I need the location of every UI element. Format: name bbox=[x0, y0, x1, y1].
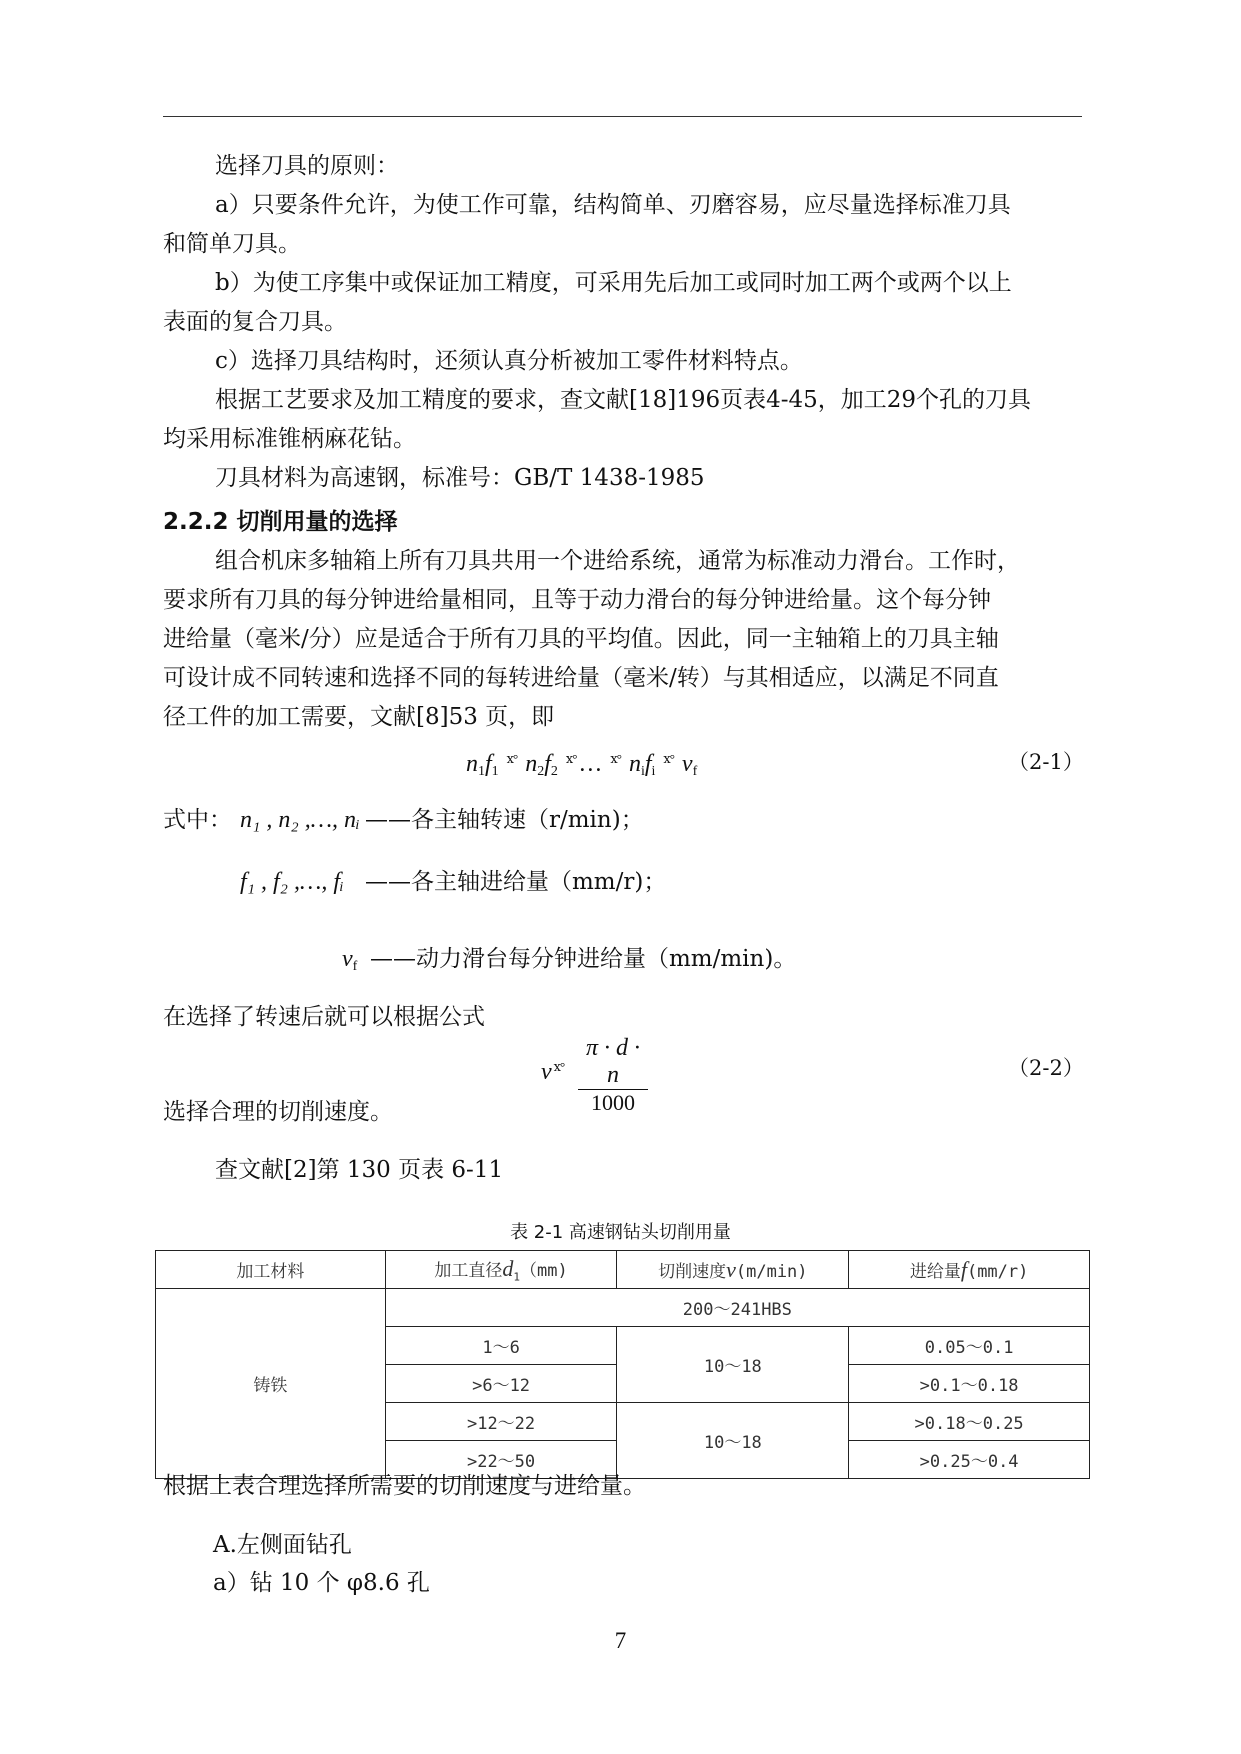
page-number: 7 bbox=[614, 1628, 627, 1653]
speed-cell: 10～18 bbox=[617, 1327, 849, 1403]
header-rule bbox=[163, 116, 1082, 117]
feed-cell: 0.05～0.1 bbox=[849, 1327, 1090, 1365]
subsection-title: A.左侧面钻孔 bbox=[213, 1532, 352, 1558]
vf-symbol: $v_f$ bbox=[342, 946, 358, 974]
f-symbols: f₁ , f₂ ,…, fᵢ bbox=[240, 869, 344, 895]
equation-2-1: $n_1f_1$ $^{ⅹ^\circ}$ $n_2f_2$ $^{ⅹ^\circ}$… $^{ⅹ^\circ}$ $n_if_i$ $^{ⅹ^\circ}$ $v_f$ bbox=[466, 751, 698, 779]
speed-cell: 10～18 bbox=[617, 1403, 849, 1479]
header-feed: 进给量f(mm/r) bbox=[849, 1251, 1090, 1289]
feed-para-line5: 径工件的加工需要，文献[8]53 页，即 bbox=[163, 704, 555, 730]
table-row bbox=[156, 1289, 1090, 1327]
feed-cell: >0.25～0.4 bbox=[849, 1441, 1090, 1479]
tool-selection-line1: 根据工艺要求及加工精度的要求，查文献[18]196页表4-45，加工29个孔的刀具 bbox=[215, 387, 1032, 413]
lookup-reference: 查文献[2]第 130 页表 6-11 bbox=[215, 1157, 504, 1183]
n-definition: ——各主轴转速（r/min)； bbox=[365, 807, 644, 833]
cutting-parameters-table bbox=[155, 1250, 1090, 1479]
header-material: 加工材料 bbox=[156, 1251, 386, 1289]
tool-material: 刀具材料为高速钢，标准号：GB/T 1438-1985 bbox=[215, 465, 705, 491]
principle-b-line1: b）为使工序集中或保证加工精度，可采用先后加工或同时加工两个或两个以上 bbox=[215, 270, 1012, 296]
tool-selection-line2: 均采用标准锥柄麻花钻。 bbox=[163, 426, 416, 452]
diameter-cell: >6～12 bbox=[385, 1365, 617, 1403]
principle-a-line2: 和简单刀具。 bbox=[163, 231, 301, 257]
feed-para-line2: 要求所有刀具的每分钟进给量相同，且等于动力滑台的每分钟进给量。这个每分钟 bbox=[163, 587, 991, 613]
feed-para-line1: 组合机床多轴箱上所有刀具共用一个进给系统，通常为标准动力滑台。工作时， bbox=[215, 548, 1020, 574]
section-heading: 2.2.2 切削用量的选择 bbox=[163, 509, 398, 535]
formula-intro: 在选择了转速后就可以根据公式 bbox=[163, 1004, 485, 1030]
feed-para-line3: 进给量（毫米/分）应是适合于所有刀具的平均值。因此，同一主轴箱上的刀具主轴 bbox=[163, 626, 999, 652]
table-caption: 表 2-1 高速钢钻头切削用量 bbox=[510, 1222, 731, 1243]
vf-definition: ——动力滑台每分钟进给量（mm/min)。 bbox=[370, 946, 797, 972]
hardness-cell: 200～241HBS bbox=[385, 1289, 1089, 1327]
table-header-row bbox=[156, 1251, 1090, 1289]
diameter-cell: 1～6 bbox=[385, 1327, 617, 1365]
fraction-denominator: 1000 bbox=[591, 1090, 635, 1115]
tool-principles-title: 选择刀具的原则： bbox=[215, 153, 399, 179]
material-cell: 铸铁 bbox=[156, 1289, 386, 1479]
principle-b-line2: 表面的复合刀具。 bbox=[163, 309, 347, 335]
feed-cell: >0.18～0.25 bbox=[849, 1403, 1090, 1441]
where-prefix: 式中： bbox=[163, 807, 232, 833]
equation-2-2-lhs: v $^{ⅹ^\circ}$ bbox=[541, 1059, 565, 1085]
diameter-cell: >22～50 bbox=[385, 1441, 617, 1479]
f-definition: ——各主轴进给量（mm/r)； bbox=[365, 869, 667, 895]
equation-2-2-number: （2-2） bbox=[1008, 1056, 1084, 1080]
header-speed: 切削速度v(m/min) bbox=[617, 1251, 849, 1289]
drilling-item: a）钻 10 个 φ8.6 孔 bbox=[213, 1570, 430, 1596]
diameter-cell: >12～22 bbox=[385, 1403, 617, 1441]
equation-2-1-number: （2-1） bbox=[1008, 750, 1084, 774]
principle-a-line1: a）只要条件允许，为使工作可靠，结构简单、刃磨容易，应尽量选择标准刀具 bbox=[215, 192, 1011, 218]
principle-c: c）选择刀具结构时，还须认真分析被加工零件材料特点。 bbox=[215, 348, 803, 374]
n-symbols: n₁ , n₂ ,…, nᵢ bbox=[240, 807, 360, 833]
feed-cell: >0.1～0.18 bbox=[849, 1365, 1090, 1403]
equation-2-2-fraction bbox=[578, 1035, 648, 1116]
select-speed-text: 选择合理的切削速度。 bbox=[163, 1099, 393, 1125]
after-table-text: 根据上表合理选择所需要的切削速度与进给量。 bbox=[163, 1473, 646, 1499]
fraction-numerator: π · d · n bbox=[578, 1035, 648, 1090]
header-diameter: 加工直径$d_1(mm)$ bbox=[385, 1251, 617, 1289]
feed-para-line4: 可设计成不同转速和选择不同的每转进给量（毫米/转）与其相适应，以满足不同直 bbox=[163, 665, 999, 691]
